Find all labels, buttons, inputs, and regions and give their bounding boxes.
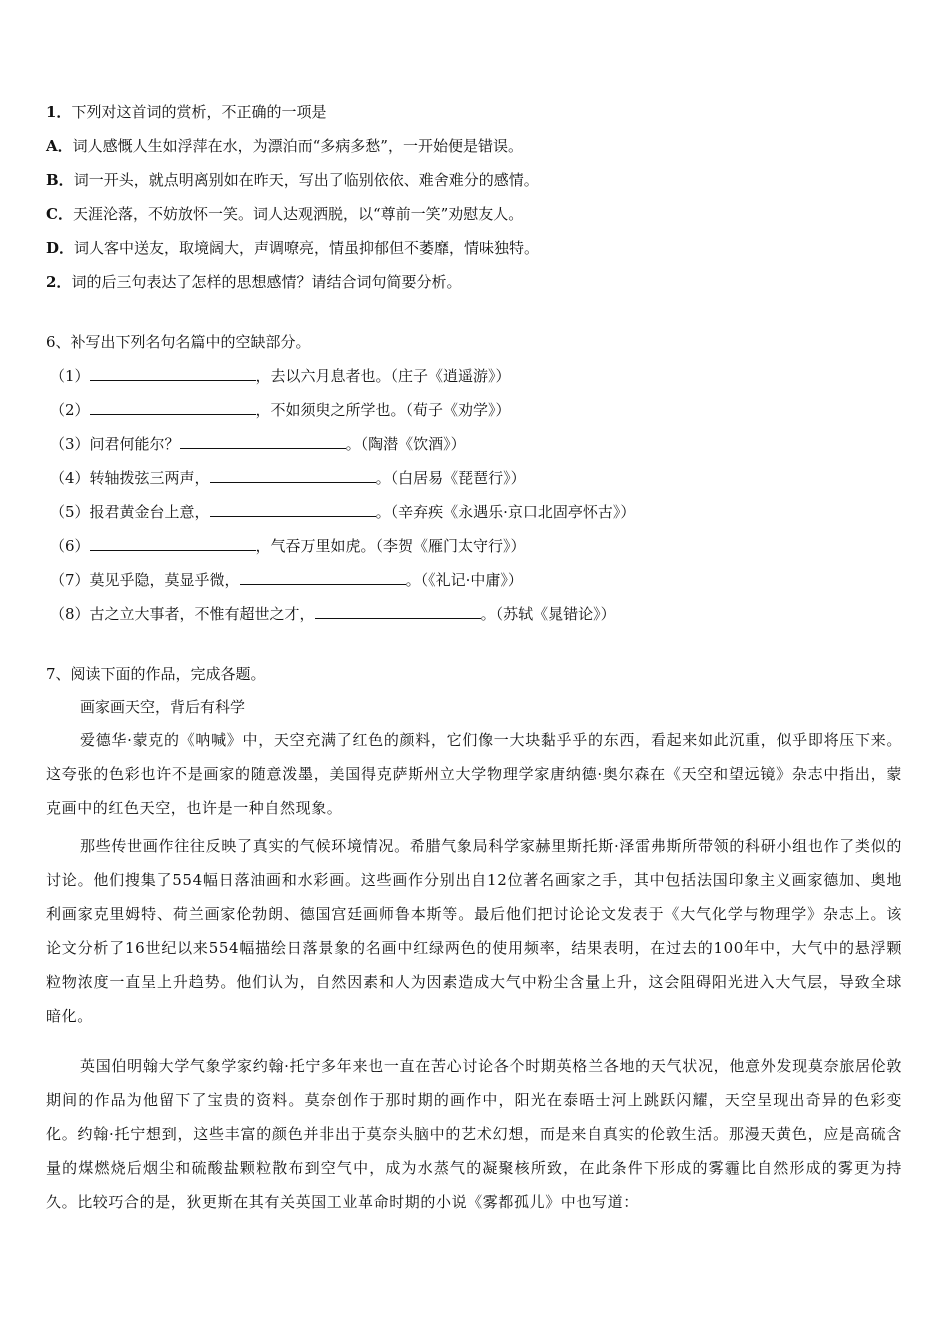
article-title: 画家画天空，背后有科学	[80, 698, 246, 716]
option-key: A．	[46, 137, 73, 155]
answer-blank[interactable]	[90, 366, 256, 381]
option-key: B．	[46, 171, 74, 189]
answer-blank[interactable]	[90, 536, 256, 551]
item-number: （3）	[50, 435, 90, 453]
option-key: D．	[46, 239, 75, 257]
answer-blank[interactable]	[180, 434, 346, 449]
item-before: 古之立大事者，不惟有超世之才，	[89, 605, 315, 623]
item-after: ，不如须臾之所学也。（荀子《劝学》）	[255, 401, 511, 419]
item-number: （4）	[50, 469, 90, 487]
question-text: 下列对这首词的赏析，不正确的一项是	[71, 103, 327, 121]
option-c	[46, 204, 523, 224]
item-number: （6）	[50, 537, 90, 555]
item-after: 。（苏轼《晁错论》）	[480, 605, 616, 623]
item-after: 。（陶潜《饮酒》）	[345, 435, 466, 453]
option-key: C．	[46, 205, 73, 223]
option-a	[46, 136, 523, 156]
item-after: 。（辛弃疾《永遇乐·京口北固亭怀古》）	[375, 503, 636, 521]
item-after: ，气吞万里如虎。（李贺《雁门太守行》）	[255, 537, 526, 555]
question-number: 1．	[46, 103, 72, 121]
article-paragraph-3: 英国伯明翰大学气象学家约翰·托宁多年来也一直在苦心讨论各个时期英格兰各地的天气状况，他意外发现莫奈旅居伦敦期间的作品为他留下了宝贵的资料。莫奈创作于那时期的画作中，阳光在泰晤士河上跳跃闪耀，天空呈现出奇异的色彩变化。约翰·托宁想到，这些丰富的颜色并非出于莫奈头脑中的艺术幻想，而是来自真实的伦敦生活。那漫天黄色，应是高硫含量的煤燃烧后烟尘和硫酸盐颗粒散布到空气中，成为水蒸气的凝聚核所致，在此条件下形成的雾霾比自然形成的雾更为持久。比较巧合的是，狄更斯在其有关英国工业革命时期的小说《雾都孤儿》中也写道：	[46, 1057, 902, 1211]
fill-item-8	[50, 604, 616, 624]
fill-item-1	[50, 366, 511, 386]
question-text: 词的后三句表达了怎样的思想感情？请结合词句简要分析。	[71, 273, 462, 291]
item-before: 莫见乎隐，莫显乎微，	[89, 571, 240, 589]
answer-blank[interactable]	[90, 400, 256, 415]
item-after: ，去以六月息者也。（庄子《逍遥游》）	[255, 367, 511, 385]
article-paragraph-1: 爱德华·蒙克的《呐喊》中，天空充满了红色的颜料，它们像一大块黏乎乎的东西，看起来如此沉重，似乎即将压下来。这夸张的色彩也许不是画家的随意泼墨，美国得克萨斯州立大学物理学家唐纳德·奥尔森在《天空和望远镜》杂志中指出，蒙克画中的红色天空，也许是一种自然现象。	[46, 731, 902, 817]
answer-blank[interactable]	[210, 468, 376, 483]
answer-blank[interactable]	[240, 570, 406, 585]
option-text: 词一开头，就点明离别如在昨天，写出了临别依依、难舍难分的感情。	[73, 171, 539, 189]
item-before: 转轴拨弦三两声，	[89, 469, 210, 487]
fill-item-3	[50, 434, 466, 454]
option-b	[46, 170, 539, 190]
item-number: （7）	[50, 571, 90, 589]
item-number: （1）	[50, 367, 90, 385]
question-7-title: 7、阅读下面的作品，完成各题。	[46, 665, 266, 683]
question-5-2	[46, 272, 461, 292]
fill-item-7	[50, 570, 523, 590]
article-paragraph-2: 那些传世画作往往反映了真实的气候环境情况。希腊气象局科学家赫里斯托斯·泽雷弗斯所带领的科研小组也作了类似的讨论。他们搜集了554幅日落油画和水彩画。这些画作分别出自12位著名画家之手，其中包括法国印象主义画家德加、奥地利画家克里姆特、荷兰画家伦勃朗、德国宫廷画师鲁本斯等。最后他们把讨论论文发表于《大气化学与物理学》杂志上。该论文分析了16世纪以来554幅描绘日落景象的名画中红绿两色的使用频率，结果表明，在过去的100年中，大气中的悬浮颗粒物浓度一直呈上升趋势。他们认为，自然因素和人为因素造成大气中粉尘含量上升，这会阻碍阳光进入大气层，导致全球暗化。	[46, 837, 902, 1025]
fill-item-6	[50, 536, 526, 556]
option-text: 天涯沦落，不妨放怀一笑。词人达观洒脱，以“尊前一笑”劝慰友人。	[72, 205, 524, 223]
item-number: （8）	[50, 605, 90, 623]
item-number: （5）	[50, 503, 90, 521]
answer-blank[interactable]	[315, 604, 481, 619]
fill-item-4	[50, 468, 526, 488]
item-before: 报君黄金台上意，	[89, 503, 210, 521]
item-before: 问君何能尔？	[89, 435, 180, 453]
item-after: 。（白居易《琵琶行》）	[375, 469, 526, 487]
question-6-title: 6、补写出下列名句名篇中的空缺部分。	[46, 333, 311, 351]
item-number: （2）	[50, 401, 90, 419]
question-number: 2．	[46, 273, 72, 291]
fill-item-5	[50, 502, 635, 522]
fill-item-2	[50, 400, 511, 420]
option-text: 词人客中送友，取境阔大，声调嘹亮，情虽抑郁但不萎靡，情味独特。	[74, 239, 540, 257]
item-after: 。（《礼记·中庸》）	[405, 571, 523, 589]
option-d	[46, 238, 539, 258]
question-5-1	[46, 102, 326, 122]
answer-blank[interactable]	[210, 502, 376, 517]
option-text: 词人感慨人生如浮萍在水，为漂泊而“多病多愁”，一开始便是错误。	[72, 137, 523, 155]
